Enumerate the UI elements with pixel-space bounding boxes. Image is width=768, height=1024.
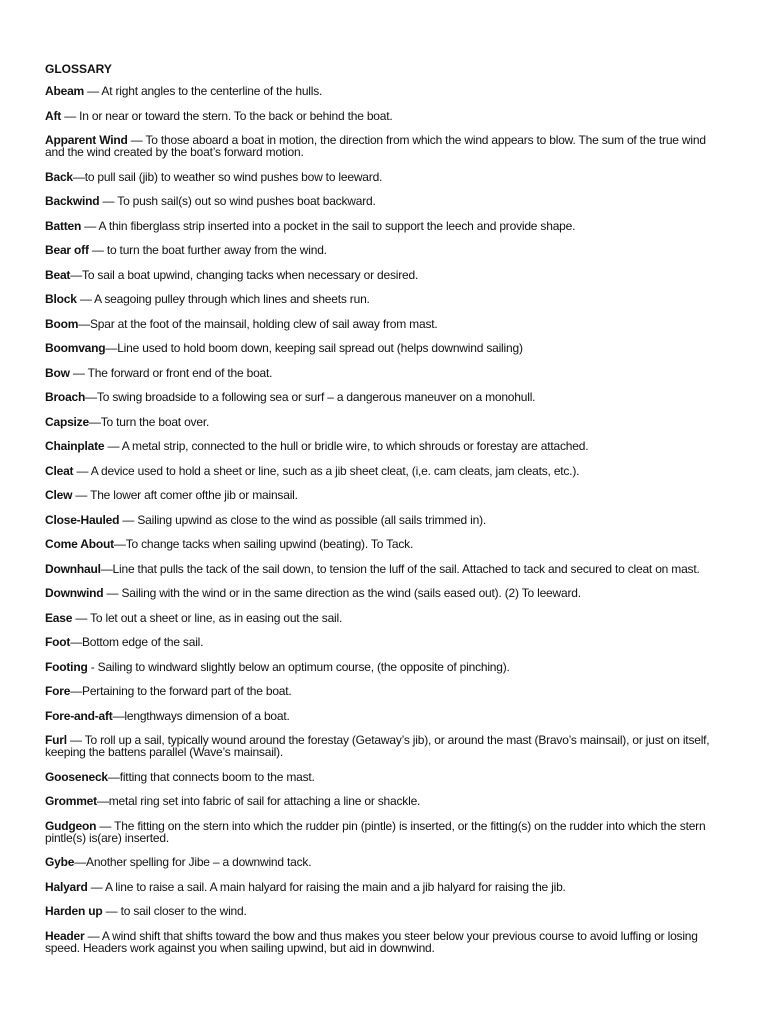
glossary-definition: — A device used to hold a sheet or line, such as a jib sheet cleat, (i,e. cam cleats, jam cleats, etc.). [73, 463, 580, 478]
glossary-definition: — A seagoing pulley through which lines and sheets run. [76, 292, 370, 306]
glossary-list [45, 85, 728, 954]
glossary-term: Boom [45, 316, 79, 331]
glossary-definition: — To roll up a sail, typically wound around the forestay (Getaway’s jib), or around the mast (Bravo’s mainsail), or just on itself, keeping the battens parallel (Wave’s mainsail). [45, 733, 710, 759]
glossary-definition: —Pertaining to the forward part of the boat. [70, 684, 292, 698]
glossary-term: Fore-and-aft [45, 708, 113, 723]
glossary-entry [45, 269, 728, 281]
glossary-definition: — A metal strip, connected to the hull or bridle wire, to which shrouds or forestay are attached. [104, 439, 589, 453]
glossary-entry [45, 734, 728, 758]
glossary-definition: — The fitting on the stern into which the rudder pin (pintle) is inserted, or the fitting(s) on the rudder into which the stern pintle(s) is(are) inserted. [45, 818, 706, 845]
glossary-entry [45, 244, 728, 256]
glossary-entry [45, 930, 728, 954]
glossary-term: Bear off [45, 243, 89, 257]
glossary-term: Clew [45, 488, 73, 502]
glossary-definition: —To turn the boat over. [88, 414, 210, 429]
glossary-term: Footing [45, 659, 88, 674]
glossary-term: Cleat [45, 463, 74, 478]
glossary-definition: —metal ring set into fabric of sail for attaching a line or shackle. [96, 794, 421, 808]
glossary-definition: — To those aboard a boat in motion, the direction from which the wind appears to blow. The sum of the true wind and the wind created by the boat’s forward motion. [45, 133, 706, 159]
glossary-term: Boomvang [45, 341, 106, 355]
glossary-definition: — In or near or toward the stern. To the back or behind the boat. [61, 108, 393, 123]
glossary-term: Downhaul [45, 561, 101, 576]
glossary-term: Backwind [45, 194, 100, 208]
glossary-term: Chainplate [45, 439, 105, 453]
glossary-entry [45, 195, 728, 207]
glossary-title: GLOSSARY [45, 62, 112, 76]
glossary-entry [45, 440, 728, 452]
glossary-definition: — To push sail(s) out so wind pushes boat backward. [99, 194, 376, 208]
glossary-entry [45, 795, 728, 807]
glossary-definition: - Sailing to windward slightly below an optimum course, (the opposite of pinching). [87, 659, 510, 674]
glossary-definition: — The lower aft comer ofthe jib or mainsail. [72, 488, 298, 502]
glossary-entry [45, 220, 728, 232]
glossary-entry [45, 587, 728, 599]
glossary-definition: — Sailing upwind as close to the wind as possible (all sails trimmed in). [119, 512, 486, 527]
glossary-entry [45, 905, 728, 917]
glossary-definition: —To swing broadside to a following sea or surf – a dangerous maneuver on a monohull. [85, 390, 536, 404]
glossary-term: Bow [45, 365, 70, 380]
glossary-term: Back [45, 169, 73, 184]
glossary-definition: — Sailing with the wind or in the same direction as the wind (sails eased out). (2) To leeward. [103, 586, 581, 600]
glossary-term: Gooseneck [45, 769, 108, 784]
glossary-term: Aft [45, 108, 62, 123]
glossary-entry [45, 134, 728, 158]
glossary-entry [45, 171, 728, 183]
glossary-definition: — A wind shift that shifts toward the bow and thus makes you steer below your previous course to avoid luffing or losing speed. Headers work against you when sailing upwind, but aid in downwind. [45, 928, 698, 955]
glossary-entry [45, 391, 728, 403]
glossary-definition: — A thin fiberglass strip inserted into a pocket in the sail to support the leech and provide shape. [81, 218, 576, 233]
glossary-definition: — to turn the boat further away from the wind. [88, 243, 327, 257]
glossary-term: Foot [45, 635, 71, 649]
glossary-definition: —Another spelling for Jibe – a downwind tack. [74, 855, 312, 869]
glossary-entry [45, 771, 728, 783]
glossary-term: Gudgeon [45, 818, 97, 833]
glossary-entry [45, 856, 728, 868]
glossary-definition: —to pull sail (jib) to weather so wind pushes bow to leeward. [72, 169, 383, 184]
glossary-entry [45, 367, 728, 379]
glossary-definition: —Line that pulls the tack of the sail down, to tension the luff of the sail. Attached to tack and secured to cleat on mast. [100, 561, 700, 576]
glossary-definition: — At right angles to the centerline of the hulls. [84, 84, 323, 98]
glossary-term: Close-Hauled [45, 512, 120, 527]
glossary-entry [45, 342, 728, 354]
glossary-term: Fore [45, 684, 71, 698]
glossary-term: Apparent Wind [45, 133, 128, 147]
glossary-definition: —Spar at the foot of the mainsail, holding clew of sail away from mast. [78, 316, 438, 331]
glossary-entry [45, 710, 728, 722]
glossary-definition: — A line to raise a sail. A main halyard for raising the main and a jib halyard for raising the jib. [87, 879, 566, 894]
glossary-term: Beat [45, 267, 71, 282]
glossary-definition: —Line used to hold boom down, keeping sail spread out (helps downwind sailing) [105, 341, 523, 355]
glossary-term: Capsize [45, 414, 89, 429]
glossary-entry [45, 465, 728, 477]
glossary-entry [45, 110, 728, 122]
glossary-term: Furl [45, 733, 67, 747]
glossary-entry [45, 612, 728, 624]
glossary-entry [45, 685, 728, 697]
glossary-entry [45, 563, 728, 575]
glossary-term: Harden up [45, 904, 103, 918]
glossary-entry [45, 489, 728, 501]
glossary-entry [45, 416, 728, 428]
glossary-entry [45, 881, 728, 893]
glossary-term: Downwind [45, 586, 104, 600]
glossary-entry [45, 85, 728, 97]
glossary-definition: — The forward or front end of the boat. [69, 365, 273, 380]
glossary-entry [45, 318, 728, 330]
glossary-term: Block [45, 292, 77, 306]
glossary-term: Broach [45, 390, 86, 404]
glossary-term: Gybe [45, 855, 75, 869]
glossary-term: Header [45, 928, 85, 943]
glossary-entry [45, 514, 728, 526]
glossary-entry [45, 820, 728, 844]
glossary-definition: — to sail closer to the wind. [102, 904, 247, 918]
glossary-definition: —To change tacks when sailing upwind (beating). To Tack. [113, 537, 414, 551]
glossary-term: Batten [45, 218, 82, 233]
glossary-term: Abeam [45, 84, 85, 98]
glossary-entry [45, 538, 728, 550]
glossary-definition: — To let out a sheet or line, as in easing out the sail. [72, 610, 343, 625]
glossary-definition: —Bottom edge of the sail. [70, 635, 204, 649]
glossary-definition: —lengthways dimension of a boat. [112, 708, 290, 723]
glossary-definition: —To sail a boat upwind, changing tacks when necessary or desired. [70, 267, 419, 282]
glossary-term: Come About [45, 537, 114, 551]
glossary-term: Grommet [45, 794, 97, 808]
glossary-entry [45, 293, 728, 305]
glossary-term: Ease [45, 610, 73, 625]
glossary-definition: —fitting that connects boom to the mast. [107, 769, 315, 784]
glossary-entry [45, 661, 728, 673]
glossary-term: Halyard [45, 879, 88, 894]
glossary-entry [45, 636, 728, 648]
